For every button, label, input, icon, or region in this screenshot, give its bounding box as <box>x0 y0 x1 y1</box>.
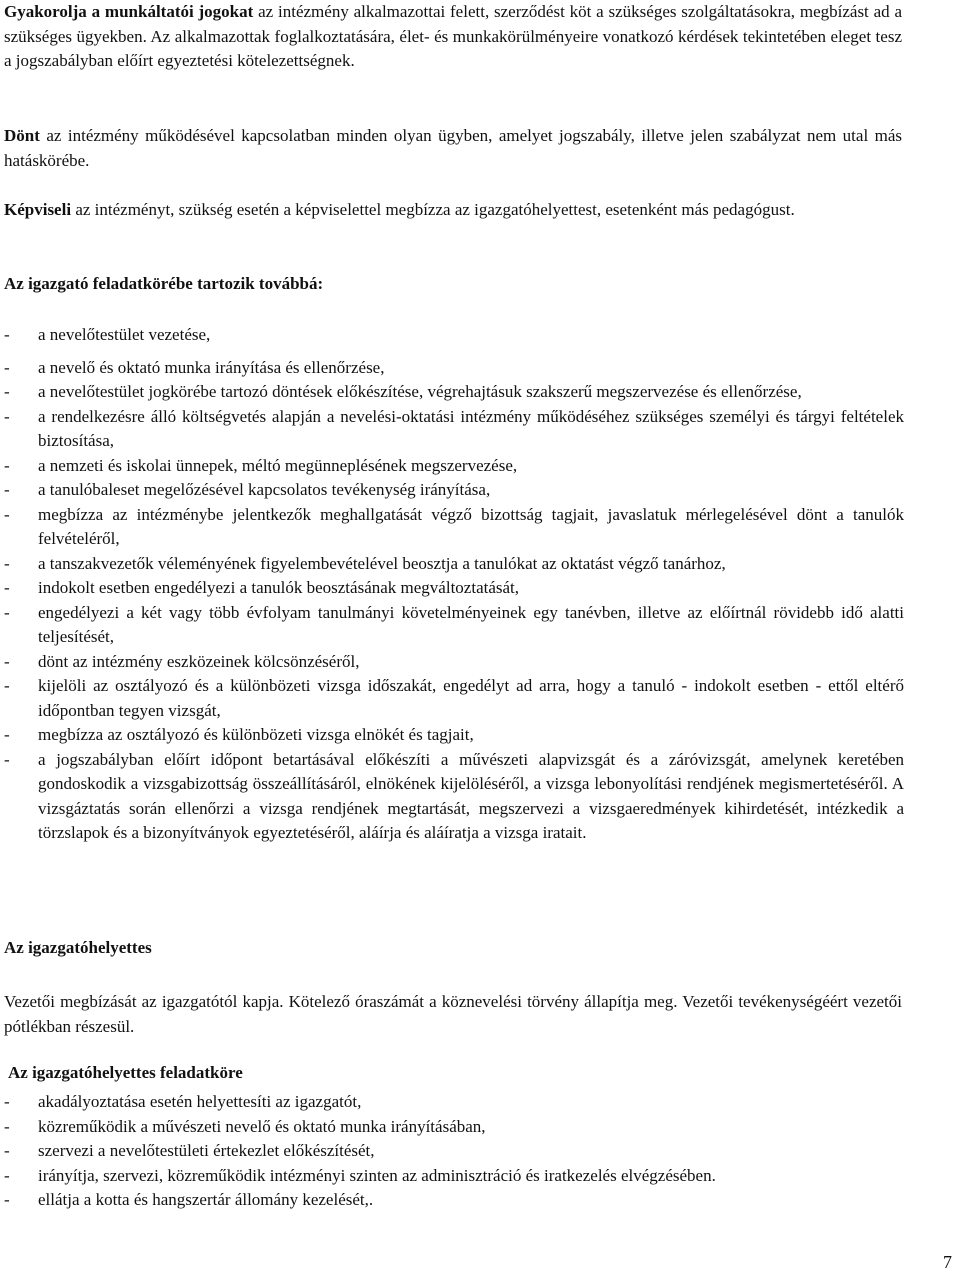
list-item-text: szervezi a nevelőtestületi értekezlet előkészítését, <box>38 1141 375 1160</box>
list-item-text: akadályoztatása esetén helyettesíti az igazgatót, <box>38 1092 362 1111</box>
list-item <box>4 405 904 454</box>
deputy-heading: Az igazgatóhelyettes <box>4 938 152 957</box>
list-dash: - <box>4 749 10 769</box>
paragraph-lead: Gyakorolja a munkáltatói jogokat <box>4 2 254 21</box>
list-dash: - <box>4 504 10 524</box>
list-item <box>4 323 904 348</box>
list-item <box>4 576 904 601</box>
list-item <box>4 1090 904 1115</box>
list-item <box>4 356 904 381</box>
list-dash: - <box>4 1190 10 1209</box>
list-item-text: közreműködik a művészeti nevelő és oktató munka irányításában, <box>38 1116 486 1136</box>
list-dash: - <box>4 553 10 573</box>
list-item-text: a nemzeti és iskolai ünnepek, méltó megünneplésének megszervezése, <box>38 455 518 475</box>
paragraph-represents <box>4 198 902 223</box>
list-item <box>4 748 904 846</box>
list-item <box>4 380 904 405</box>
list-item-text: irányítja, szervezi, közreműködik intézményi szinten az adminisztráció és iratkezelés elvégzésében. <box>38 1165 716 1185</box>
list-item-text: dönt az intézmény eszközeinek kölcsönzéséről, <box>38 651 360 671</box>
paragraph-decides <box>4 124 902 173</box>
list-item-text: megbízza az osztályozó és különbözeti vizsga elnökét és tagjait, <box>38 725 474 744</box>
list-dash: - <box>4 455 10 475</box>
list-item <box>4 503 904 552</box>
list-item-text: a nevelőtestület vezetése, <box>38 325 211 344</box>
list-dash: - <box>4 1141 10 1160</box>
list-item-text: a tanszakvezetők véleményének figyelembevételével beosztja a tanulókat az oktatást végző tanárhoz, <box>38 553 726 573</box>
list-item-text: a rendelkezésre álló költségvetés alapján a nevelési-oktatási intézmény működéséhez szükséges személyi és tárgyi feltételek biztosítása, <box>38 406 904 450</box>
list-dash: - <box>4 325 10 344</box>
list-dash: - <box>4 357 10 377</box>
list-item-text: a nevelőtestület jogkörébe tartozó döntések előkészítése, végrehajtásuk szakszerű megszervezése és ellenőrzése, <box>38 382 802 401</box>
list-item-text: engedélyezi a két vagy több évfolyam tanulmányi követelményeinek egy tanévben, illetve az előírtnál rövidebb idő alatti teljesítését, <box>38 602 904 646</box>
list-dash: - <box>4 382 10 401</box>
director-tasks-heading: Az igazgató feladatkörébe tartozik továbbá: <box>4 274 324 293</box>
list-item-text: megbízza az intézménybe jelentkezők meghallgatását végző bizottság tagjait, javaslatuk mérlegelésével dönt a tanulók felvételéről, <box>38 504 904 548</box>
deputy-task-list <box>4 1090 904 1213</box>
list-item <box>4 1115 904 1140</box>
list-dash: - <box>4 480 10 499</box>
list-item <box>4 1139 904 1164</box>
director-task-list <box>4 323 904 846</box>
list-item-text: a tanulóbaleset megelőzésével kapcsolatos tevékenység irányítása, <box>38 480 491 499</box>
list-item <box>4 601 904 650</box>
list-item <box>4 723 904 748</box>
list-dash: - <box>4 1092 10 1111</box>
page-number: 7 <box>943 1252 952 1272</box>
paragraph-text: az intézményt, szükség esetén a képviselettel megbízza az igazgatóhelyettest, esetenként más pedagógust. <box>71 200 795 219</box>
list-dash: - <box>4 1165 10 1185</box>
list-item <box>4 1164 904 1189</box>
deputy-tasks-heading: Az igazgatóhelyettes feladatköre <box>8 1063 243 1082</box>
list-item-text: kijelöli az osztályozó és a különbözeti vizsga időszakát, engedélyt ad arra, hogy a tanuló - indokolt esetben - ettől eltérő időpontban tegyen vizsgát, <box>38 676 904 720</box>
list-dash: - <box>4 578 10 597</box>
list-item <box>4 1188 904 1213</box>
list-dash: - <box>4 725 10 744</box>
paragraph-lead: Képviseli <box>4 200 72 219</box>
list-item <box>4 650 904 675</box>
list-item-text: indokolt esetben engedélyezi a tanulók beosztásának megváltoztatását, <box>38 578 520 597</box>
list-item-text: a nevelő és oktató munka irányítása és ellenőrzése, <box>38 357 385 377</box>
list-dash: - <box>4 602 10 622</box>
list-item <box>4 454 904 479</box>
list-item <box>4 552 904 577</box>
list-item <box>4 674 904 723</box>
list-item <box>4 478 904 503</box>
paragraph-lead: Dönt <box>4 126 40 145</box>
paragraph-text: az intézmény alkalmazottai felett, szerződést köt a szükséges szolgáltatásokra, megbízást ad a szükséges ügyekben. Az alkalmazottak foglalkoztatására, élet- és munkakörülményeire vonatkozó kérdések tekintetében eleget tesz a jogszabályban előírt egyeztetési kötelezettségnek. <box>4 2 902 70</box>
paragraph-employer-rights <box>4 0 902 74</box>
deputy-paragraph: Vezetői megbízását az igazgatótól kapja. Kötelező óraszámát a köznevelési törvény állapítja meg. Vezetői tevékenységéért vezetői pótlékban részesül. <box>4 992 902 1036</box>
list-item-text: a jogszabályban előírt időpont betartásával előkészíti a művészeti alapvizsgát és a záróvizsgát, amelynek keretében gondoskodik a vizsgabizottság összeállításáról, elnökének kijelöléséről, a vizsga lebonyolítási rendjének megismertetéséről. A vizsgáztatás során ellenőrzi a vizsga rendjének megtartását, megszervezi a vizsgaeredmények kihirdetését, intézkedik a törzslapok és a bizonyítványok egyeztetéséről, aláírja és aláíratja a vizsga iratait. <box>38 749 904 842</box>
list-item-text: ellátja a kotta és hangszertár állomány kezelését,. <box>38 1190 374 1209</box>
list-dash: - <box>4 1116 10 1136</box>
list-dash: - <box>4 406 10 426</box>
paragraph-text: az intézmény működésével kapcsolatban minden olyan ügyben, amelyet jogszabály, illetve jelen szabályzat nem utal más hatáskörébe. <box>4 126 902 170</box>
list-dash: - <box>4 676 10 695</box>
list-dash: - <box>4 651 10 671</box>
